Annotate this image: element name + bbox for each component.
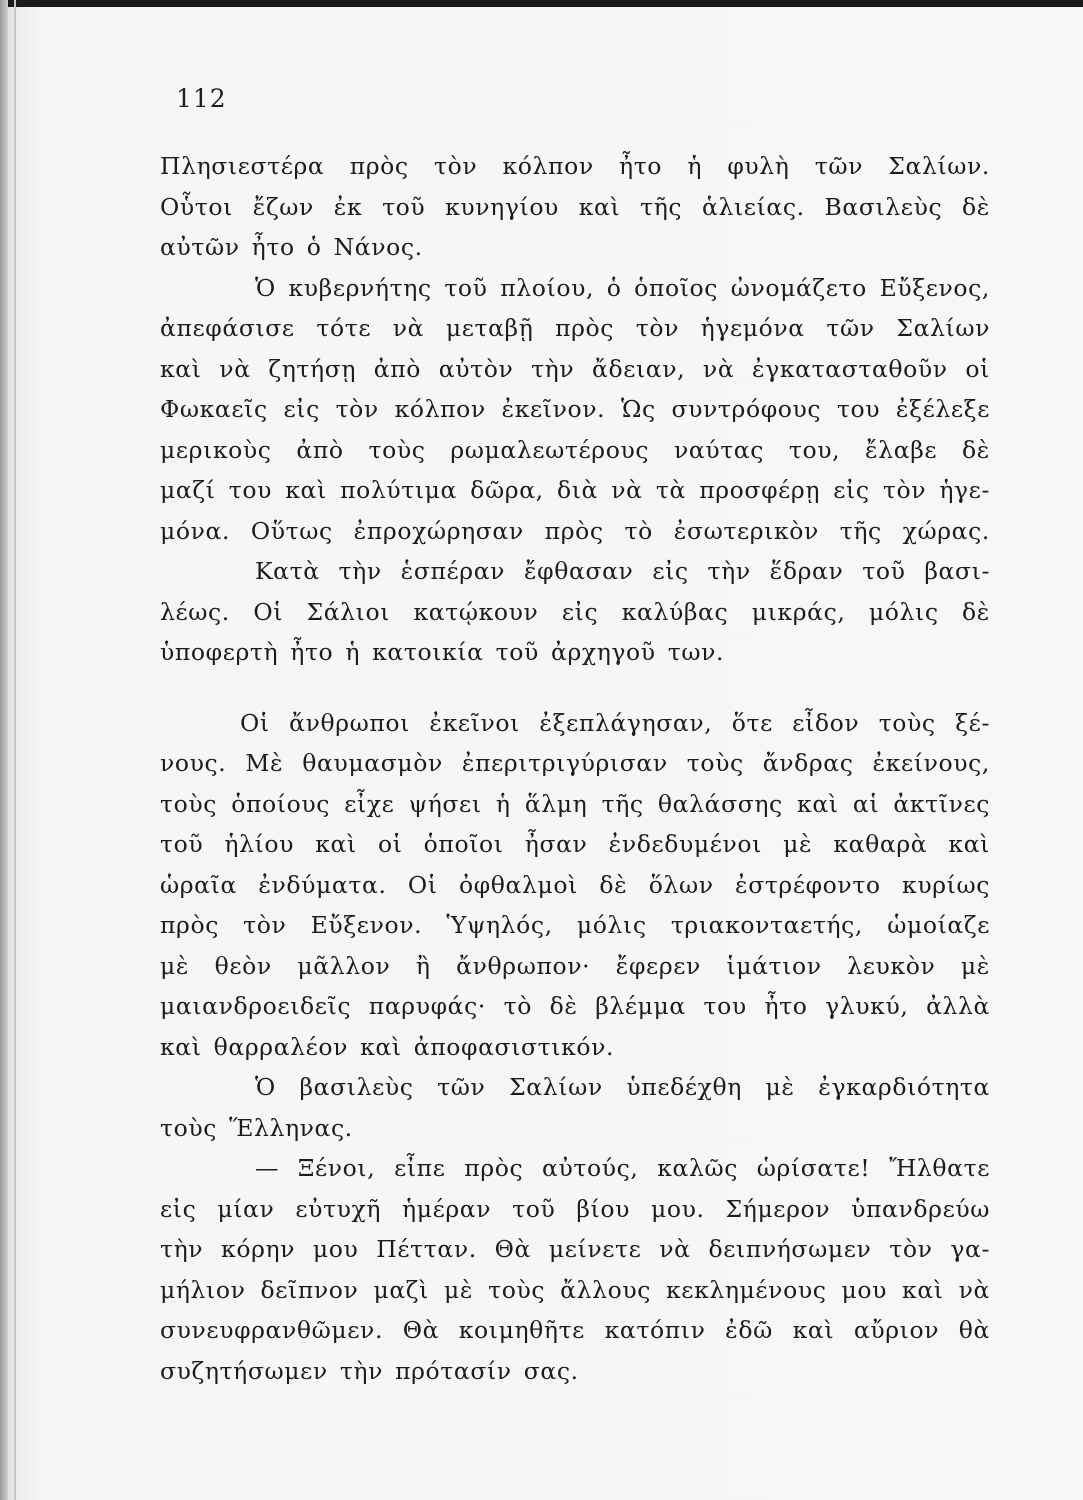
text-line: τοῦ ἡλίου καὶ οἱ ὁποῖοι ἦσαν ἐνδεδυμένοι μὲ καθαρὰ καὶ <box>160 830 990 858</box>
text-line: ὡραῖα ἐνδύματα. Οἱ ὀφθαλμοὶ δὲ ὅλων ἐστρέφοντο κυρίως <box>160 870 990 899</box>
page-number: 112 <box>176 84 227 113</box>
paragraph-2 <box>160 268 990 552</box>
paragraph-5 <box>160 1067 990 1148</box>
text-line: καὶ νὰ ζητήσῃ ἀπὸ αὐτὸν τὴν ἄδειαν, νὰ ἐγκατασταθοῦν οἱ <box>160 354 990 383</box>
text-line: ἀπεφάσισε τότε νὰ μεταβῇ πρὸς τὸν ἡγεμόνα τῶν Σαλίων <box>160 314 990 342</box>
paragraph-6 <box>160 1148 990 1391</box>
text-line: τοὺς ὁποίους εἶχε ψήσει ἡ ἅλμη τῆς θαλάσσης καὶ αἱ ἀκτῖνες <box>160 789 990 818</box>
text-line: τὴν κόρην μου Πέτταν. Θὰ μείνετε νὰ δειπνήσωμεν τὸν γα- <box>160 1235 990 1263</box>
text-line: ὑποφερτὴ ἦτο ἡ κατοικία τοῦ ἀρχηγοῦ των. <box>160 638 725 666</box>
paragraph-3 <box>160 551 990 673</box>
text-line: νους. Μὲ θαυμασμὸν ἐπεριτριγύρισαν τοὺς ἄνδρας ἐκείνους, <box>160 749 990 777</box>
body-text <box>160 146 990 1391</box>
book-spine-shadow <box>0 0 8 1500</box>
text-line: μαιανδροειδεῖς παρυφάς· τὸ δὲ βλέμμα του ἦτο γλυκύ, ἀλλὰ <box>160 992 990 1020</box>
text-line: λέως. Οἱ Σάλιοι κατῴκουν εἰς καλύβας μικράς, μόλις δὲ <box>160 597 990 626</box>
text-line: Ὁ κυβερνήτης τοῦ πλοίου, ὁ ὁποῖος ὠνομάζετο Εὔξενος, <box>255 273 990 302</box>
text-line: καὶ θαρραλέον καὶ ἀποφασιστικόν. <box>160 1032 615 1061</box>
text-line: μερικοὺς ἀπὸ τοὺς ρωμαλεωτέρους ναύτας του, ἔλαβε δὲ <box>160 435 990 464</box>
text-line: τοὺς Ἕλληνας. <box>160 1113 353 1142</box>
text-line: μαζί του καὶ πολύτιμα δῶρα, διὰ νὰ τὰ προσφέρῃ εἰς τὸν ἡγε- <box>160 476 990 504</box>
text-line: Κατὰ τὴν ἑσπέραν ἔφθασαν εἰς τὴν ἕδραν τοῦ βασι- <box>255 557 990 585</box>
scan-top-border <box>0 0 1083 7</box>
text-line: μόνα. Οὕτως ἐπροχώρησαν πρὸς τὸ ἐσωτερικὸν τῆς χώρας. <box>160 516 990 545</box>
text-line: πρὸς τὸν Εὔξενον. Ὑψηλός, μόλις τριακονταετής, ὡμοίαζε <box>160 911 990 939</box>
paragraph-4 <box>160 703 990 1068</box>
book-edge-line <box>14 0 16 1500</box>
text-line: Οὗτοι ἔζων ἐκ τοῦ κυνηγίου καὶ τῆς ἁλιείας. Βασιλεὺς δὲ <box>160 192 990 221</box>
text-line: εἰς μίαν εὐτυχῆ ἡμέραν τοῦ βίου μου. Σήμερον ὑπανδρεύω <box>160 1194 990 1223</box>
text-line: Φωκαεῖς εἰς τὸν κόλπον ἐκεῖνον. Ὡς συντρόφους του ἐξέλεξε <box>160 395 990 423</box>
text-line: μὲ θεὸν μᾶλλον ἢ ἄνθρωπον· ἔφερεν ἱμάτιον λευκὸν μὲ <box>160 951 990 980</box>
text-line: συνευφρανθῶμεν. Θὰ κοιμηθῆτε κατόπιν ἐδῶ καὶ αὔριον θὰ <box>160 1316 990 1344</box>
text-line: Οἱ ἄνθρωποι ἐκεῖνοι ἐξεπλάγησαν, ὅτε εἶδον τοὺς ξέ- <box>240 708 990 737</box>
paragraph-1 <box>160 146 990 268</box>
text-line: Πλησιεστέρα πρὸς τὸν κόλπον ἦτο ἡ φυλὴ τῶν Σαλίων. <box>160 152 990 180</box>
text-line: μήλιον δεῖπνον μαζὶ μὲ τοὺς ἄλλους κεκλημένους μου καὶ νὰ <box>160 1275 990 1304</box>
text-line: — Ξένοι, εἶπε πρὸς αὐτούς, καλῶς ὡρίσατε! Ἤλθατε <box>255 1154 990 1182</box>
text-line: Ὁ βασιλεὺς τῶν Σαλίων ὑπεδέχθη μὲ ἐγκαρδιότητα <box>255 1073 990 1101</box>
text-line: συζητήσωμεν τὴν πρότασίν σας. <box>160 1356 579 1385</box>
text-line: αὐτῶν ἦτο ὁ Νάνος. <box>160 233 423 261</box>
